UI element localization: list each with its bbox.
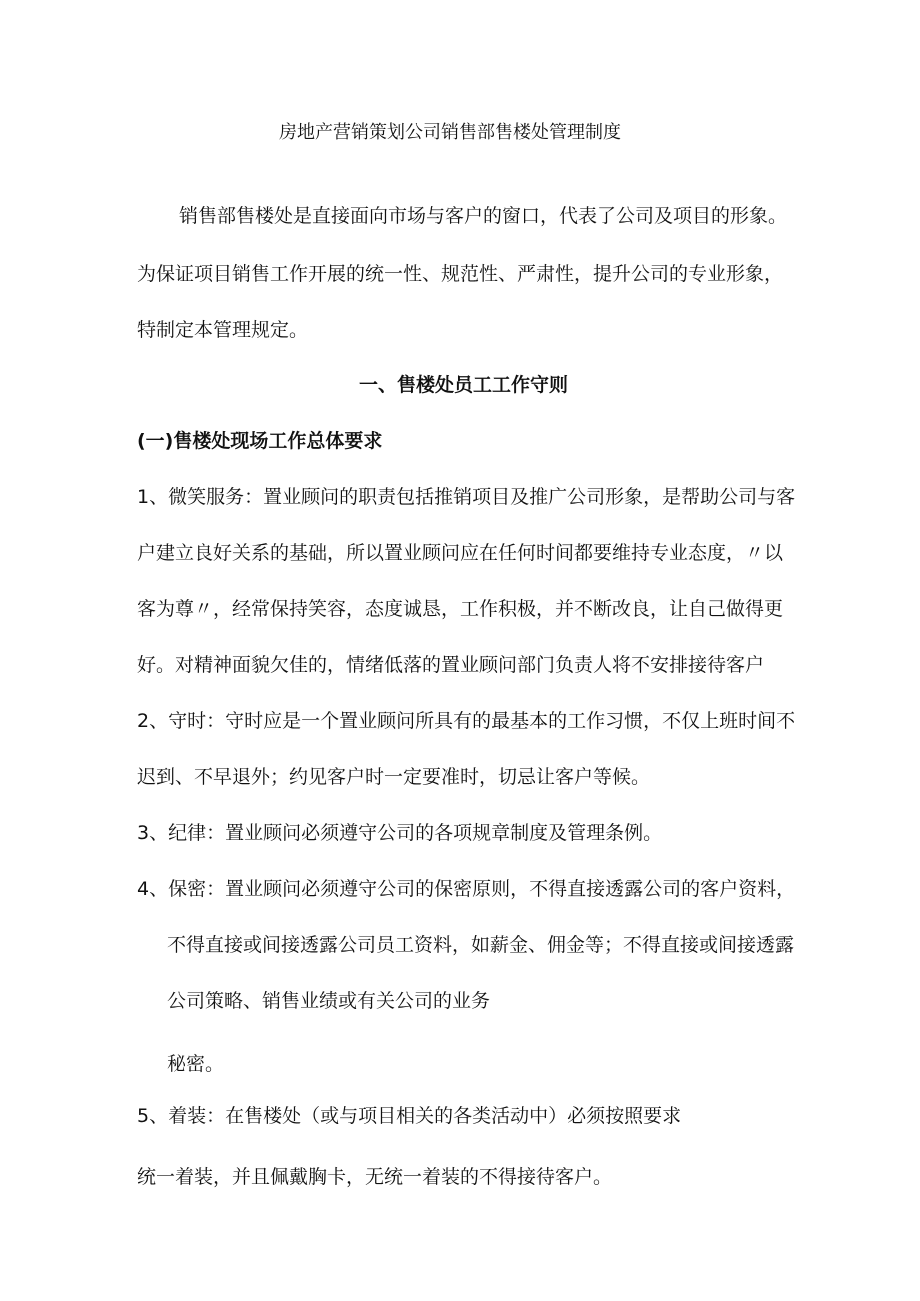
item-3-line-1: 3、纪律：置业顾问必须遵守公司的各项规章制度及管理条例。 bbox=[137, 822, 663, 844]
item-1-line-1: 1、微笑服务：置业顾问的职责包括推销项目及推广公司形象，是帮助公司与客 bbox=[137, 486, 796, 508]
intro-line-3: 特制定本管理规定。 bbox=[137, 319, 309, 341]
item-1-line-2: 户建立良好关系的基础，所以置业顾问应在任何时间都要维持专业态度，〃以 bbox=[137, 542, 784, 564]
item-2-line-2: 迟到、不早退外；约见客户时一定要准时，切忌让客户等候。 bbox=[137, 766, 651, 788]
item-2-line-1: 2、守时：守时应是一个置业顾问所具有的最基本的工作习惯，不仅上班时间不 bbox=[137, 710, 796, 732]
document-title: 房地产营销策划公司销售部售楼处管理制度 bbox=[279, 122, 621, 143]
item-4-line-3: 公司策略、销售业绩或有关公司的业务 bbox=[167, 990, 491, 1012]
item-5-line-2: 统一着装，并且佩戴胸卡，无统一着装的不得接待客户。 bbox=[137, 1166, 613, 1188]
item-4-line-4: 秘密。 bbox=[167, 1053, 225, 1075]
item-4-line-1: 4、保密：置业顾问必须遵守公司的保密原则，不得直接透露公司的客户资料， bbox=[137, 878, 796, 900]
item-1-line-4: 好。对精神面貌欠佳的，情绪低落的置业顾问部门负责人将不安排接待客户 bbox=[137, 654, 765, 676]
item-5-line-1: 5、着装：在售楼处（或与项目相关的各类活动中）必须按照要求 bbox=[137, 1105, 682, 1127]
intro-line-2: 为保证项目销售工作开展的统一性、规范性、严肃性，提升公司的专业形象， bbox=[137, 263, 784, 285]
item-4-line-2: 不得直接或间接透露公司员工资料，如薪金、佣金等；不得直接或间接透露 bbox=[167, 934, 795, 956]
intro-line-1: 销售部售楼处是直接面向市场与客户的窗口，代表了公司及项目的形象。 bbox=[179, 205, 788, 227]
item-1-line-3: 客为尊〃，经常保持笑容，态度诚恳，工作积极，并不断改良，让自己做得更 bbox=[137, 598, 784, 620]
section-heading: 一、售楼处员工工作守则 bbox=[359, 374, 569, 396]
subsection-heading: (一)售楼处现场工作总体要求 bbox=[137, 430, 383, 452]
